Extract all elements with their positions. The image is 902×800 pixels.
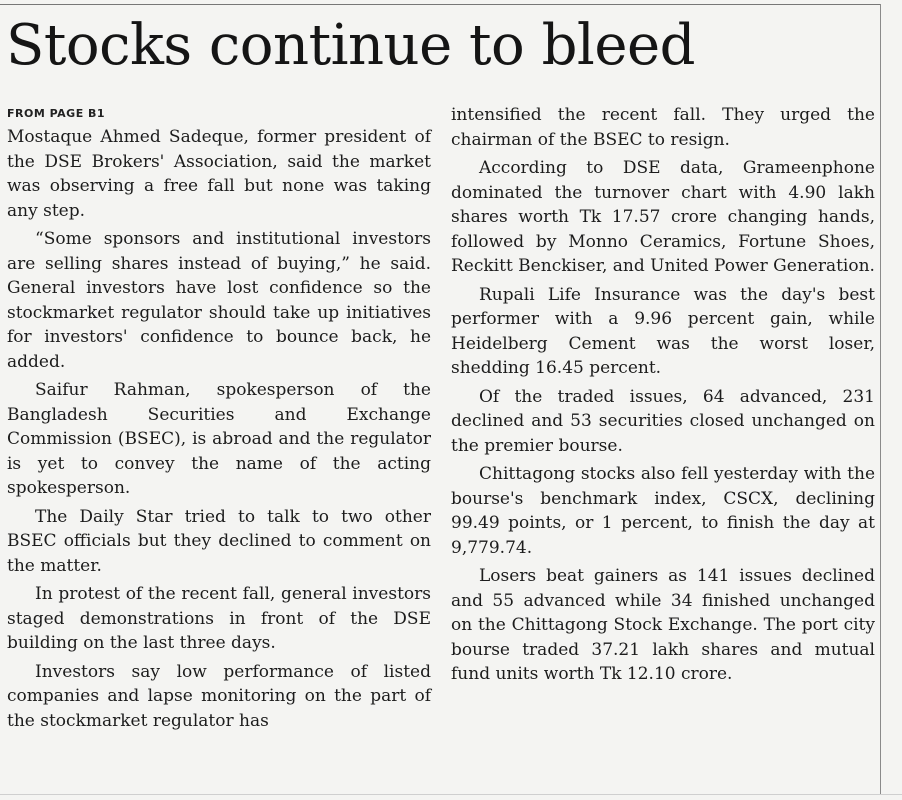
paragraph-daily-star-contact: The Daily Star tried to talk to two other BSEC officials but they declined to comment on the matter.	[7, 506, 431, 576]
paragraph-losers-gainers: Losers beat gainers as 141 issues declined and 55 advanced while 34 finished unchanged on the Chittagong Stock Exchange. The port city bourse traded 37.21 lakh shares and mutual fund units worth Tk 12.10 crore.	[451, 566, 875, 684]
paragraph-turnover-chart: According to DSE data, Grameenphone dominated the turnover chart with 4.90 lakh shares worth Tk 17.57 crore changing hands, followed by Monno Ceramics, Fortune Shoes, Reckitt Benckiser, and United Power Generation.	[451, 158, 875, 276]
paragraph-best-performer: Rupali Life Insurance was the day's best performer with a 9.96 percent gain, while Heidelberg Cement was the worst loser, shedding 16.45 percent.	[451, 284, 875, 378]
paragraph-continued-fall: intensified the recent fall. They urged the chairman of the BSEC to resign.	[451, 105, 875, 150]
article-column-left	[7, 103, 431, 737]
paragraph-sadeque-quote: Mostaque Ahmed Sadeque, former president of the DSE Brokers' Association, said the market was observing a free fall but none was taking any step.	[7, 127, 431, 221]
paragraph-investors-say: Investors say low performance of listed companies and lapse monitoring on the part of the stockmarket regulator has	[7, 661, 431, 731]
article-headline: Stocks continue to bleed	[6, 13, 695, 78]
right-border-rule	[880, 4, 881, 794]
paragraph-traded-issues: Of the traded issues, 64 advanced, 231 declined and 53 securities closed unchanged on the premier bourse.	[451, 386, 875, 456]
continuation-kicker: FROM PAGE B1	[7, 107, 106, 120]
paragraph-chittagong-index: Chittagong stocks also fell yesterday with the bourse's benchmark index, CSCX, declining 99.49 points, or 1 percent, to finish the day at 9,779.74.	[451, 464, 875, 558]
article-column-right	[451, 103, 875, 691]
paragraph-protest: In protest of the recent fall, general investors staged demonstrations in front of the DSE building on the last three days.	[7, 584, 431, 653]
paragraph-sponsors-quote: “Some sponsors and institutional investors are selling shares instead of buying,” he said. General investors have lost confidence so the stockmarket regulator should take up initiatives for investors' confidence to bounce back, he added.	[7, 229, 431, 372]
top-border-rule	[0, 4, 880, 5]
bottom-border-rule	[0, 794, 902, 795]
paragraph-bsec-spokesperson: Saifur Rahman, spokesperson of the Bangladesh Securities and Exchange Commission (BSEC), is abroad and the regulator is yet to convey the name of the acting spokesperson.	[7, 380, 431, 498]
